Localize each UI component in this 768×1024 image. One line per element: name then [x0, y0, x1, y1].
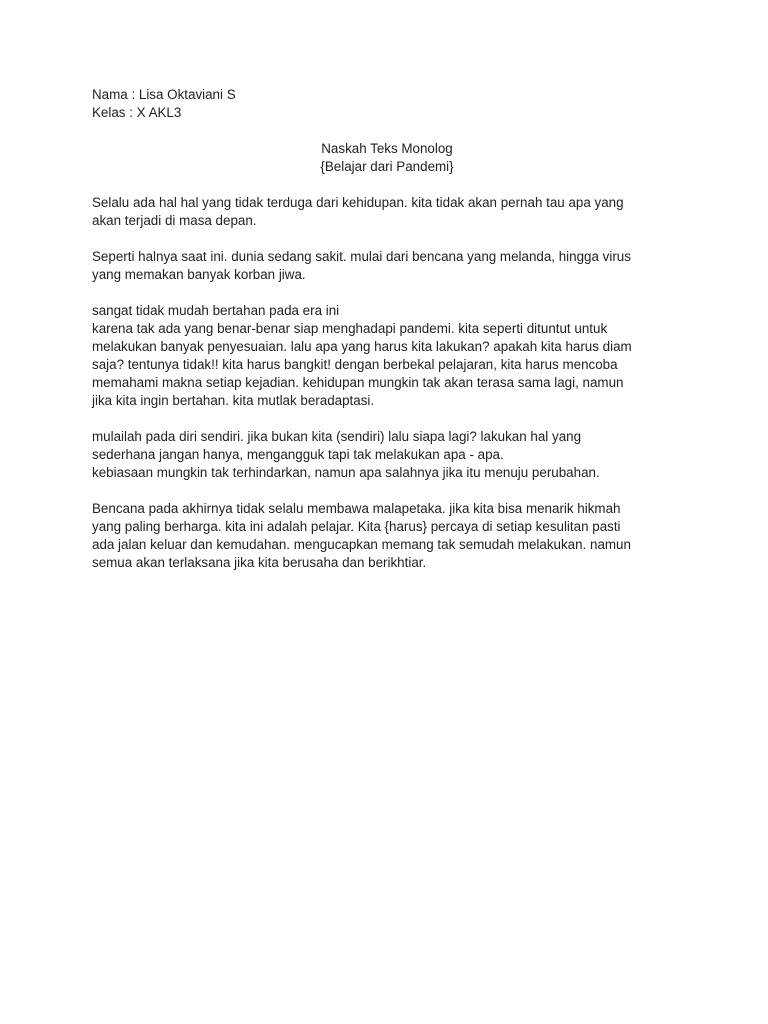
paragraph-line: karena tak ada yang benar-benar siap menghadapi pandemi. kita seperti dituntut untuk — [92, 321, 608, 336]
student-name: Nama : Lisa Oktaviani S — [92, 87, 236, 102]
paragraph-2 — [92, 248, 682, 284]
paragraph-line: mulailah pada diri sendiri. jika bukan kita (sendiri) lalu siapa lagi? lakukan hal yang — [92, 429, 582, 444]
paragraph-line: ada jalan keluar dan kemudahan. mengucapkan memang tak semudah melakukan. namun — [92, 537, 631, 552]
paragraph-5 — [92, 500, 682, 572]
paragraph-line: semua akan terlaksana jika kita berusaha dan berikhtiar. — [92, 555, 427, 570]
paragraph-line: kebiasaan mungkin tak terhindarkan, namun apa salahnya jika itu menuju perubahan. — [92, 465, 600, 480]
paragraph-line: Selalu ada hal hal yang tidak terduga dari kehidupan. kita tidak akan pernah tau apa yang — [92, 195, 624, 210]
paragraph-line: yang paling berharga. kita ini adalah pelajar. Kita {harus} percaya di setiap kesulitan pasti — [92, 519, 621, 534]
paragraph-line: melakukan banyak penyesuaian. lalu apa yang harus kita lakukan? apakah kita harus diam — [92, 339, 632, 354]
paragraph-line: sangat tidak mudah bertahan pada era ini — [92, 303, 340, 318]
student-class: Kelas : X AKL3 — [92, 105, 182, 120]
paragraph-line: Seperti halnya saat ini. dunia sedang sakit. mulai dari bencana yang melanda, hingga virus — [92, 249, 631, 264]
document-title: Naskah Teks Monolog — [321, 141, 453, 156]
paragraph-line: akan terjadi di masa depan. — [92, 213, 257, 228]
paragraph-line: jika kita ingin bertahan. kita mutlak beradaptasi. — [92, 393, 375, 408]
document-subtitle: {Belajar dari Pandemi} — [320, 159, 454, 174]
paragraph-4 — [92, 428, 682, 482]
paragraph-line: saja? tentunya tidak!! kita harus bangkit! dengan berbekal pelajaran, kita harus mencoba — [92, 357, 618, 372]
paragraph-3 — [92, 302, 682, 410]
student-header — [92, 86, 682, 122]
document-title-block — [92, 140, 682, 176]
paragraph-line: Bencana pada akhirnya tidak selalu membawa malapetaka. jika kita bisa menarik hikmah — [92, 501, 621, 516]
paragraph-line: memahami makna setiap kejadian. kehidupan mungkin tak akan terasa sama lagi, namun — [92, 375, 624, 390]
paragraph-line: yang memakan banyak korban jiwa. — [92, 267, 306, 282]
paragraph-1 — [92, 194, 682, 230]
paragraph-line: sederhana jangan hanya, mengangguk tapi tak melakukan apa - apa. — [92, 447, 504, 462]
document-body — [92, 86, 682, 572]
